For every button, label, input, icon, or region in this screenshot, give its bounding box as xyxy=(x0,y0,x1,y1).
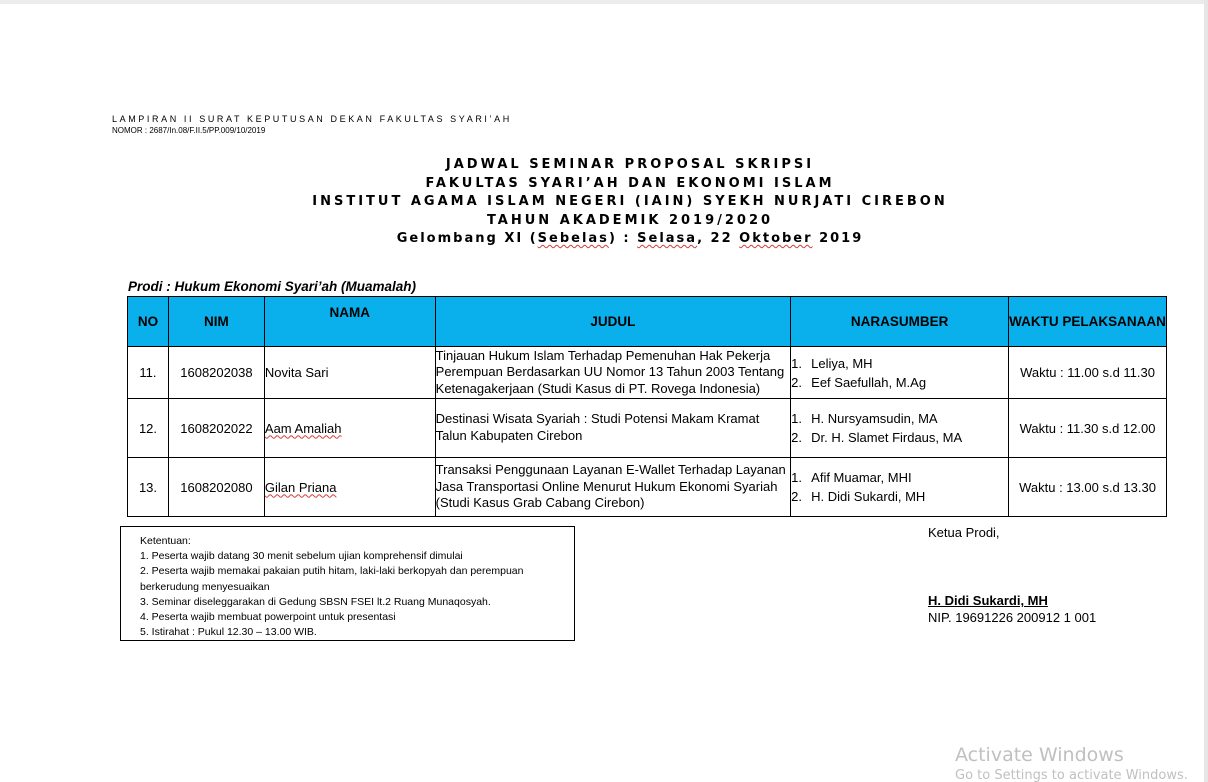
narasumber-1 xyxy=(791,354,1008,373)
narasumber-2 xyxy=(791,487,1008,506)
cell-no: 12. xyxy=(128,399,169,458)
narasumber-1-number: 1. xyxy=(791,470,802,485)
table-row xyxy=(128,347,1167,399)
cell-waktu: Waktu : 13.00 s.d 13.30 xyxy=(1009,458,1167,517)
narasumber-2-number: 2. xyxy=(791,374,802,390)
cell-nama xyxy=(264,458,435,517)
activate-windows-watermark: Activate Windows xyxy=(955,744,1124,766)
narasumber-2-name: Dr. H. Slamet Firdaus, MA xyxy=(811,430,963,445)
title-line-5-prefix: Gelombang XI ( xyxy=(396,231,538,246)
cell-waktu: Waktu : 11.00 s.d 11.30 xyxy=(1009,347,1167,399)
narasumber-1-name: Afif Muamar, MHI xyxy=(811,470,912,485)
cell-nama-text: Aam Amaliah xyxy=(264,420,342,436)
header-no: NO xyxy=(128,297,169,347)
ketentuan-item-4: 4. Peserta wajib membuat powerpoint untuk presentasi xyxy=(140,611,396,624)
title-line-5 xyxy=(130,230,1130,249)
title-line-5-rest: , 22 xyxy=(697,231,740,246)
table-row xyxy=(128,399,1167,458)
narasumber-2 xyxy=(791,373,1008,392)
activate-windows-hint: Go to Settings to activate Windows. xyxy=(955,768,1188,782)
table-header-row xyxy=(128,297,1167,347)
right-border xyxy=(1204,0,1208,782)
cell-waktu: Waktu : 11.30 s.d 12.00 xyxy=(1009,399,1167,458)
narasumber-1 xyxy=(791,468,1008,487)
narasumber-2-number: 2. xyxy=(791,430,802,445)
title-line-4: TAHUN AKADEMIK 2019/2020 xyxy=(486,212,774,228)
ketentuan-item-3: 3. Seminar diseleggarakan di Gedung SBSN FSEI lt.2 Ruang Munaqosyah. xyxy=(140,595,491,608)
ketentuan-item-2: 2. Peserta wajib memakai pakaian putih hitam, laki-laki berkopyah dan perempuan berkerudung menyesuaikan xyxy=(140,565,524,593)
title-line-5-year: 2019 xyxy=(812,231,864,246)
narasumber-2-name: Eef Saefullah, M.Ag xyxy=(811,374,927,390)
header-nim: NIM xyxy=(168,297,264,347)
narasumber-1 xyxy=(791,409,1008,428)
cell-nama-text: Gilan Priana xyxy=(264,479,337,495)
nomor-reference: NOMOR : 2687/In.08/F.II.5/PP.009/10/2019 xyxy=(112,126,266,135)
header-nama: NAMA xyxy=(264,297,435,347)
narasumber-1-name: H. Nursyamsudin, MA xyxy=(811,411,938,426)
cell-nim: 1608202038 xyxy=(168,347,264,399)
cell-nama xyxy=(264,399,435,458)
cell-nim: 1608202022 xyxy=(168,399,264,458)
top-border xyxy=(0,0,1208,4)
narasumber-2 xyxy=(791,428,1008,447)
prodi-label: Prodi : Hukum Ekonomi Syari’ah (Muamalah) xyxy=(128,279,417,294)
cell-judul: Transaksi Penggunaan Layanan E-Wallet Terhadap Layanan Jasa Transportasi Online Menurut Hukum Ekonomi Syariah (Studi Kasus Grab Cabang Cirebon) xyxy=(435,458,791,517)
cell-narasumber xyxy=(791,399,1009,458)
cell-no: 13. xyxy=(128,458,169,517)
narasumber-2-name: H. Didi Sukardi, MH xyxy=(811,489,926,504)
narasumber-1-number: 1. xyxy=(791,355,802,371)
lampiran-heading: LAMPIRAN II SURAT KEPUTUSAN DEKAN FAKULTAS SYARI’AH xyxy=(112,114,512,124)
table-row xyxy=(128,458,1167,517)
title-line-5-month: Oktober xyxy=(739,231,813,246)
ketentuan-item-1: 1. Peserta wajib datang 30 menit sebelum ujian komprehensif dimulai xyxy=(140,550,463,563)
cell-narasumber xyxy=(791,458,1009,517)
title-line-5-sebelas: Sebelas xyxy=(537,231,609,246)
title-line-5-day: Selasa xyxy=(637,231,698,246)
header-narasumber: NARASUMBER xyxy=(791,297,1009,347)
narasumber-1-name: Leliya, MH xyxy=(811,355,873,371)
cell-narasumber xyxy=(791,347,1009,399)
cell-judul: Tinjauan Hukum Islam Terhadap Pemenuhan Hak Pekerja Perempuan Berdasarkan UU Nomor 13 Tahun 2003 Tentang Ketenagakerjaan (Studi Kasus di PT. Rovega Indonesia) xyxy=(435,347,791,399)
narasumber-2-number: 2. xyxy=(791,489,802,504)
narasumber-1-number: 1. xyxy=(791,411,802,426)
schedule-table xyxy=(127,296,1167,517)
cell-nama: Novita Sari xyxy=(264,347,435,399)
cell-no: 11. xyxy=(128,347,169,399)
title-line-5-mid: ) : xyxy=(608,231,638,246)
header-waktu: WAKTU PELAKSANAAN xyxy=(1009,297,1167,347)
ketua-prodi-label: Ketua Prodi, xyxy=(928,525,1000,540)
ketentuan-item-5: 5. Istirahat : Pukul 12.30 – 13.00 WIB. xyxy=(140,626,317,639)
cell-nim: 1608202080 xyxy=(168,458,264,517)
ketentuan-box xyxy=(120,526,575,641)
header-judul: JUDUL xyxy=(435,297,791,347)
ketentuan-title: Ketentuan: xyxy=(140,535,191,547)
title-line-2: FAKULTAS SYARI’AH DAN EKONOMI ISLAM xyxy=(425,175,835,191)
document-title xyxy=(130,156,1130,249)
cell-judul: Destinasi Wisata Syariah : Studi Potensi Makam Kramat Talun Kabupaten Cirebon xyxy=(435,399,791,458)
signer-name: H. Didi Sukardi, MH xyxy=(928,593,1048,608)
title-line-3: INSTITUT AGAMA ISLAM NEGERI (IAIN) SYEKH NURJATI CIREBON xyxy=(312,194,948,209)
signer-nip: NIP. 19691226 200912 1 001 xyxy=(928,610,1097,625)
title-line-1: JADWAL SEMINAR PROPOSAL SKRIPSI xyxy=(445,157,815,172)
